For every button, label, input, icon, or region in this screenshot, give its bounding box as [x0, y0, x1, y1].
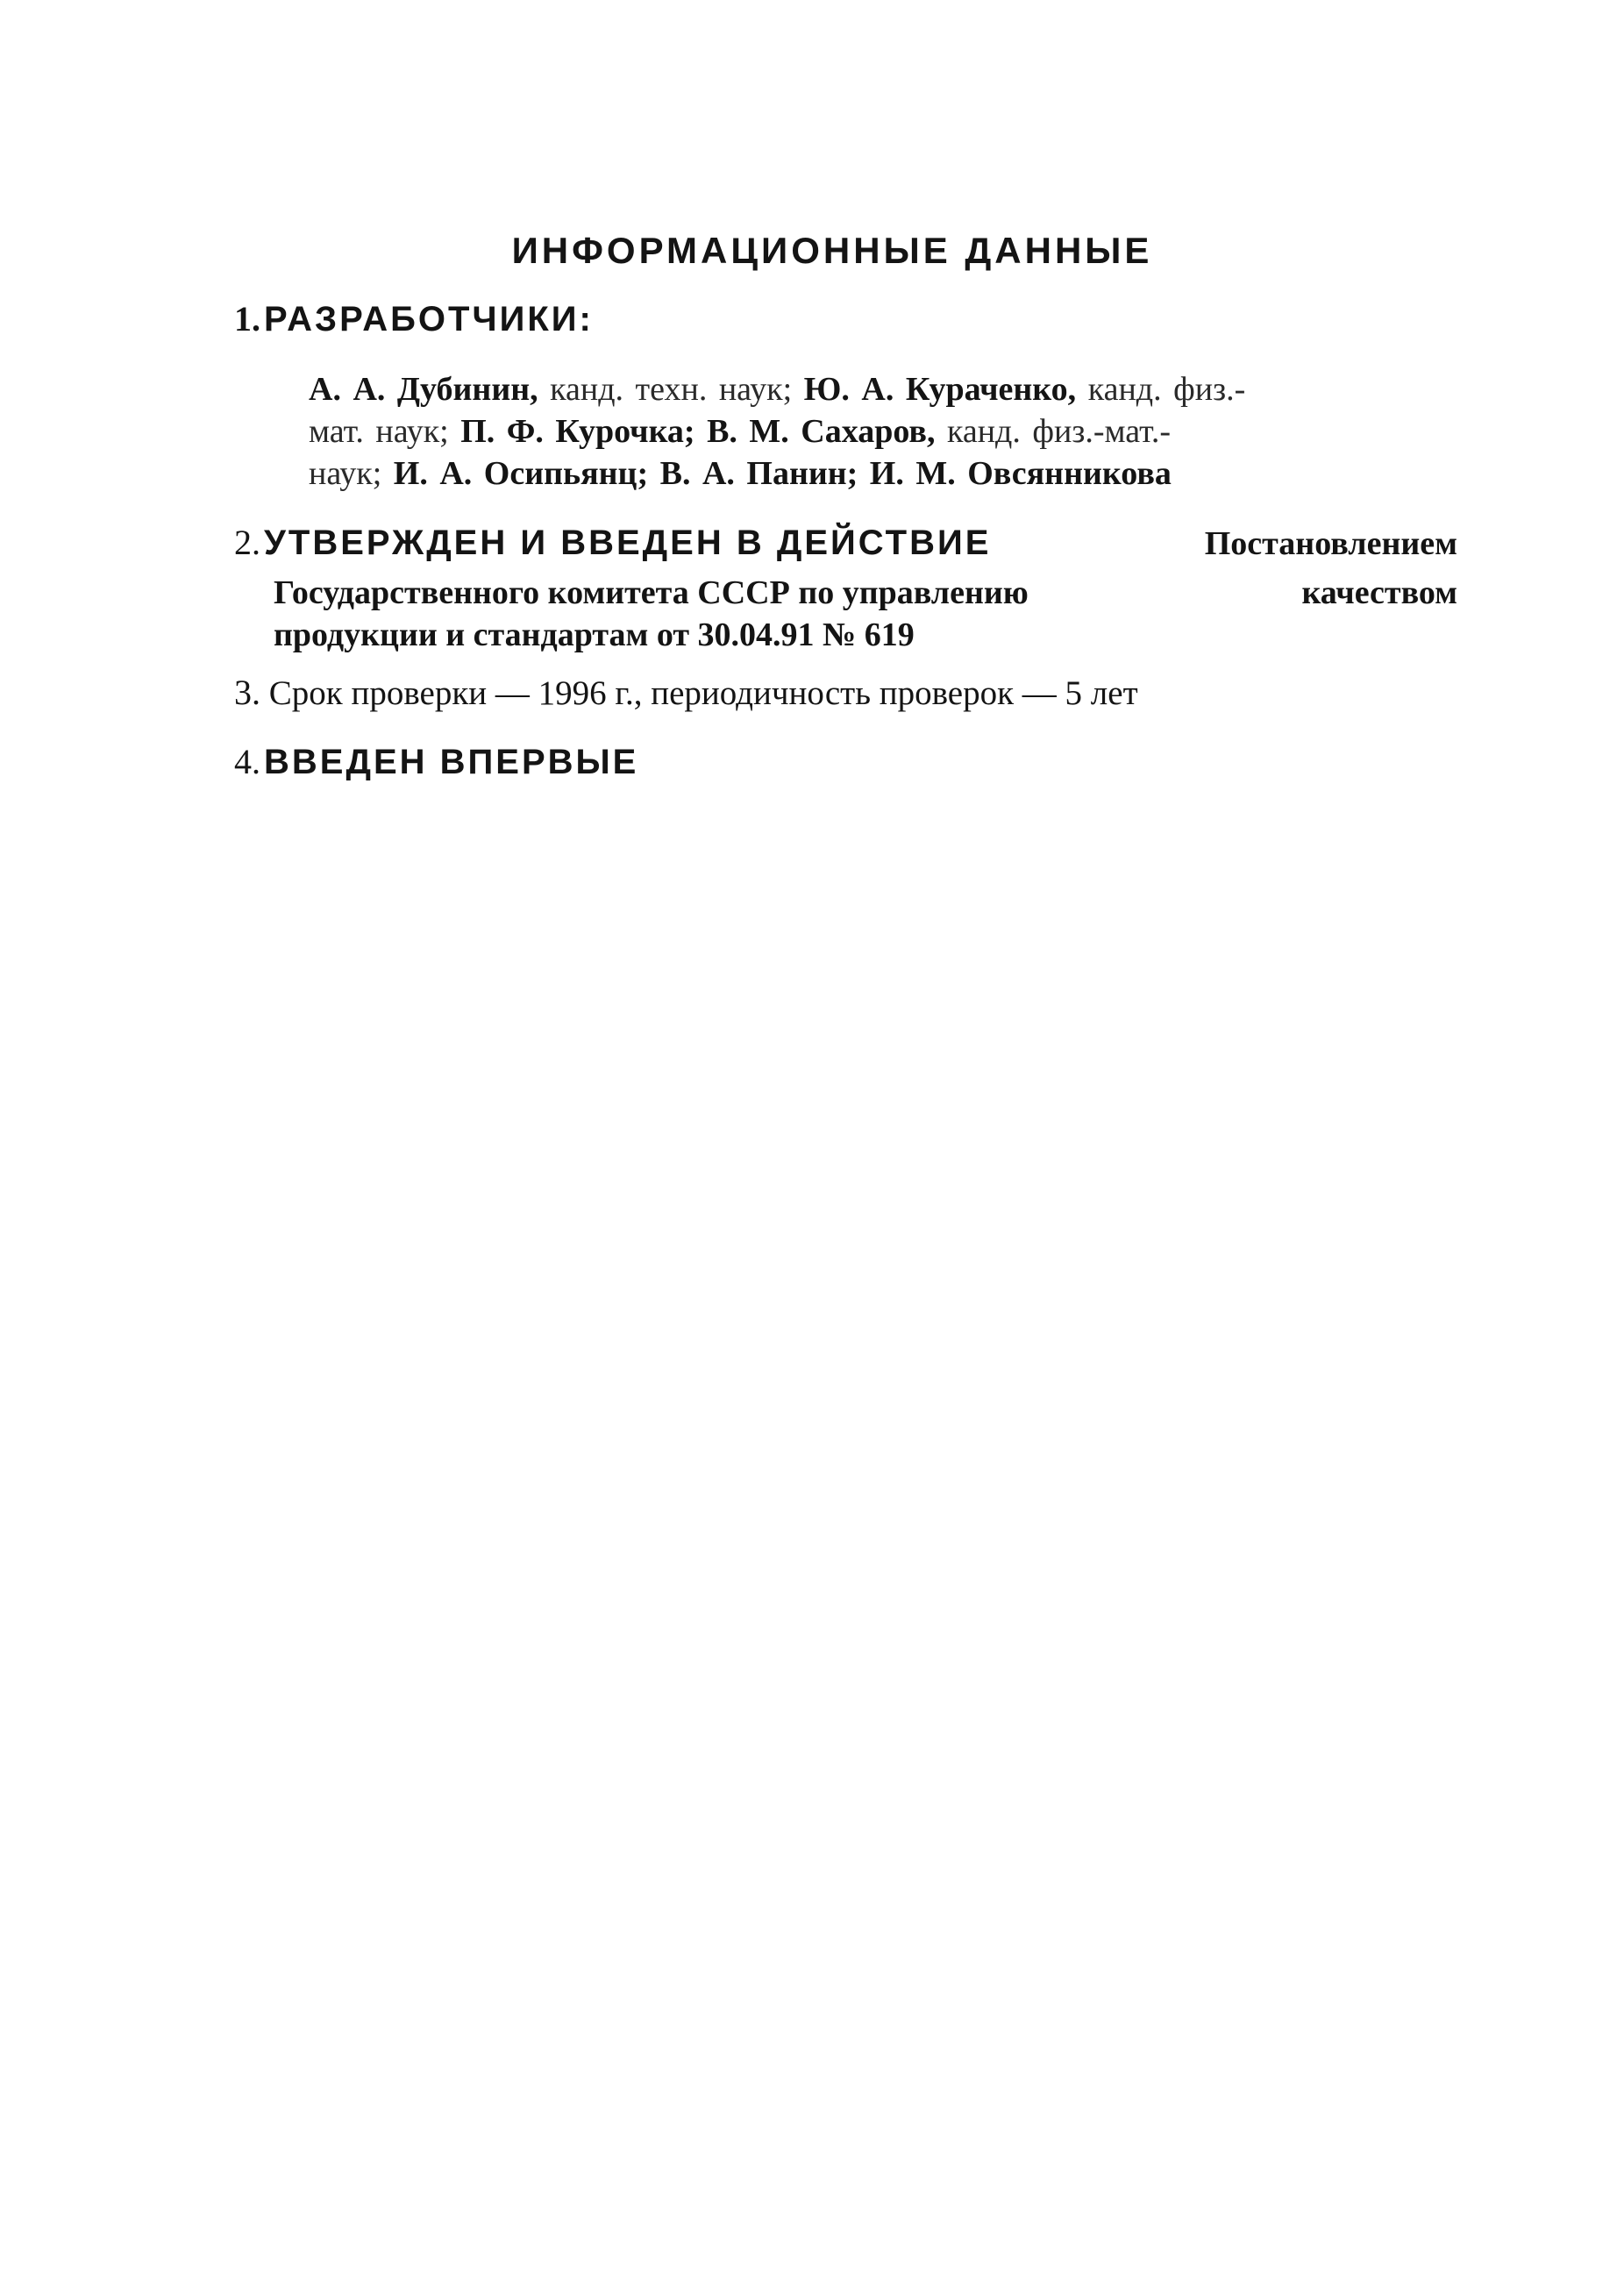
section-title: РАЗРАБОТЧИКИ: — [264, 300, 594, 338]
authors-list — [309, 368, 1457, 495]
approval-text: Государственного комитета СССР по управлению — [274, 574, 1029, 611]
author-degree: канд. техн. наук; — [538, 371, 804, 408]
author-name: П. Ф. Курочка; — [460, 413, 695, 450]
section-review-period — [234, 672, 1457, 715]
approval-text: качеством — [1301, 574, 1457, 611]
author-degree — [695, 413, 708, 450]
author-name: И. А. Осипьянц; В. А. Панин; И. М. Овсянникова — [393, 455, 1172, 492]
section-number: 2. — [234, 523, 260, 562]
author-degree: канд. физ.- — [1076, 371, 1246, 408]
author-name: В. М. Сахаров, — [707, 413, 936, 450]
section-first-introduced — [234, 741, 1457, 782]
page-title: ИНФОРМАЦИОННЫЕ ДАННЫЕ — [511, 230, 1153, 271]
section-number: 4. — [234, 742, 260, 781]
section-title: ВВЕДЕН ВПЕРВЫЕ — [264, 743, 639, 781]
approval-line: продукции и стандартам от 30.04.91 № 619 — [274, 616, 915, 653]
section-approval — [234, 522, 1457, 656]
author-degree: канд. физ.-мат.- — [935, 413, 1172, 450]
authors-line — [309, 452, 1457, 495]
author-degree: мат. наук; — [309, 413, 461, 450]
review-period-text: Срок проверки — 1996 г., периодичность проверок — 5 лет — [268, 674, 1138, 712]
approval-text-block — [234, 572, 1457, 656]
approval-text: Постановлением — [1204, 525, 1457, 562]
author-name: Ю. А. Кураченко, — [803, 371, 1077, 408]
section-number: 3. — [234, 673, 260, 712]
section-title: УТВЕРЖДЕН И ВВЕДЕН В ДЕЙСТВИЕ — [264, 524, 992, 562]
author-degree: наук; — [309, 455, 394, 492]
authors-line — [309, 368, 1457, 410]
author-name: А. А. Дубинин, — [309, 371, 538, 408]
approval-line — [274, 572, 1457, 614]
section-developers — [234, 298, 1457, 339]
approval-line — [234, 522, 1457, 572]
authors-line — [309, 410, 1457, 452]
section-number: 1. — [234, 299, 260, 338]
